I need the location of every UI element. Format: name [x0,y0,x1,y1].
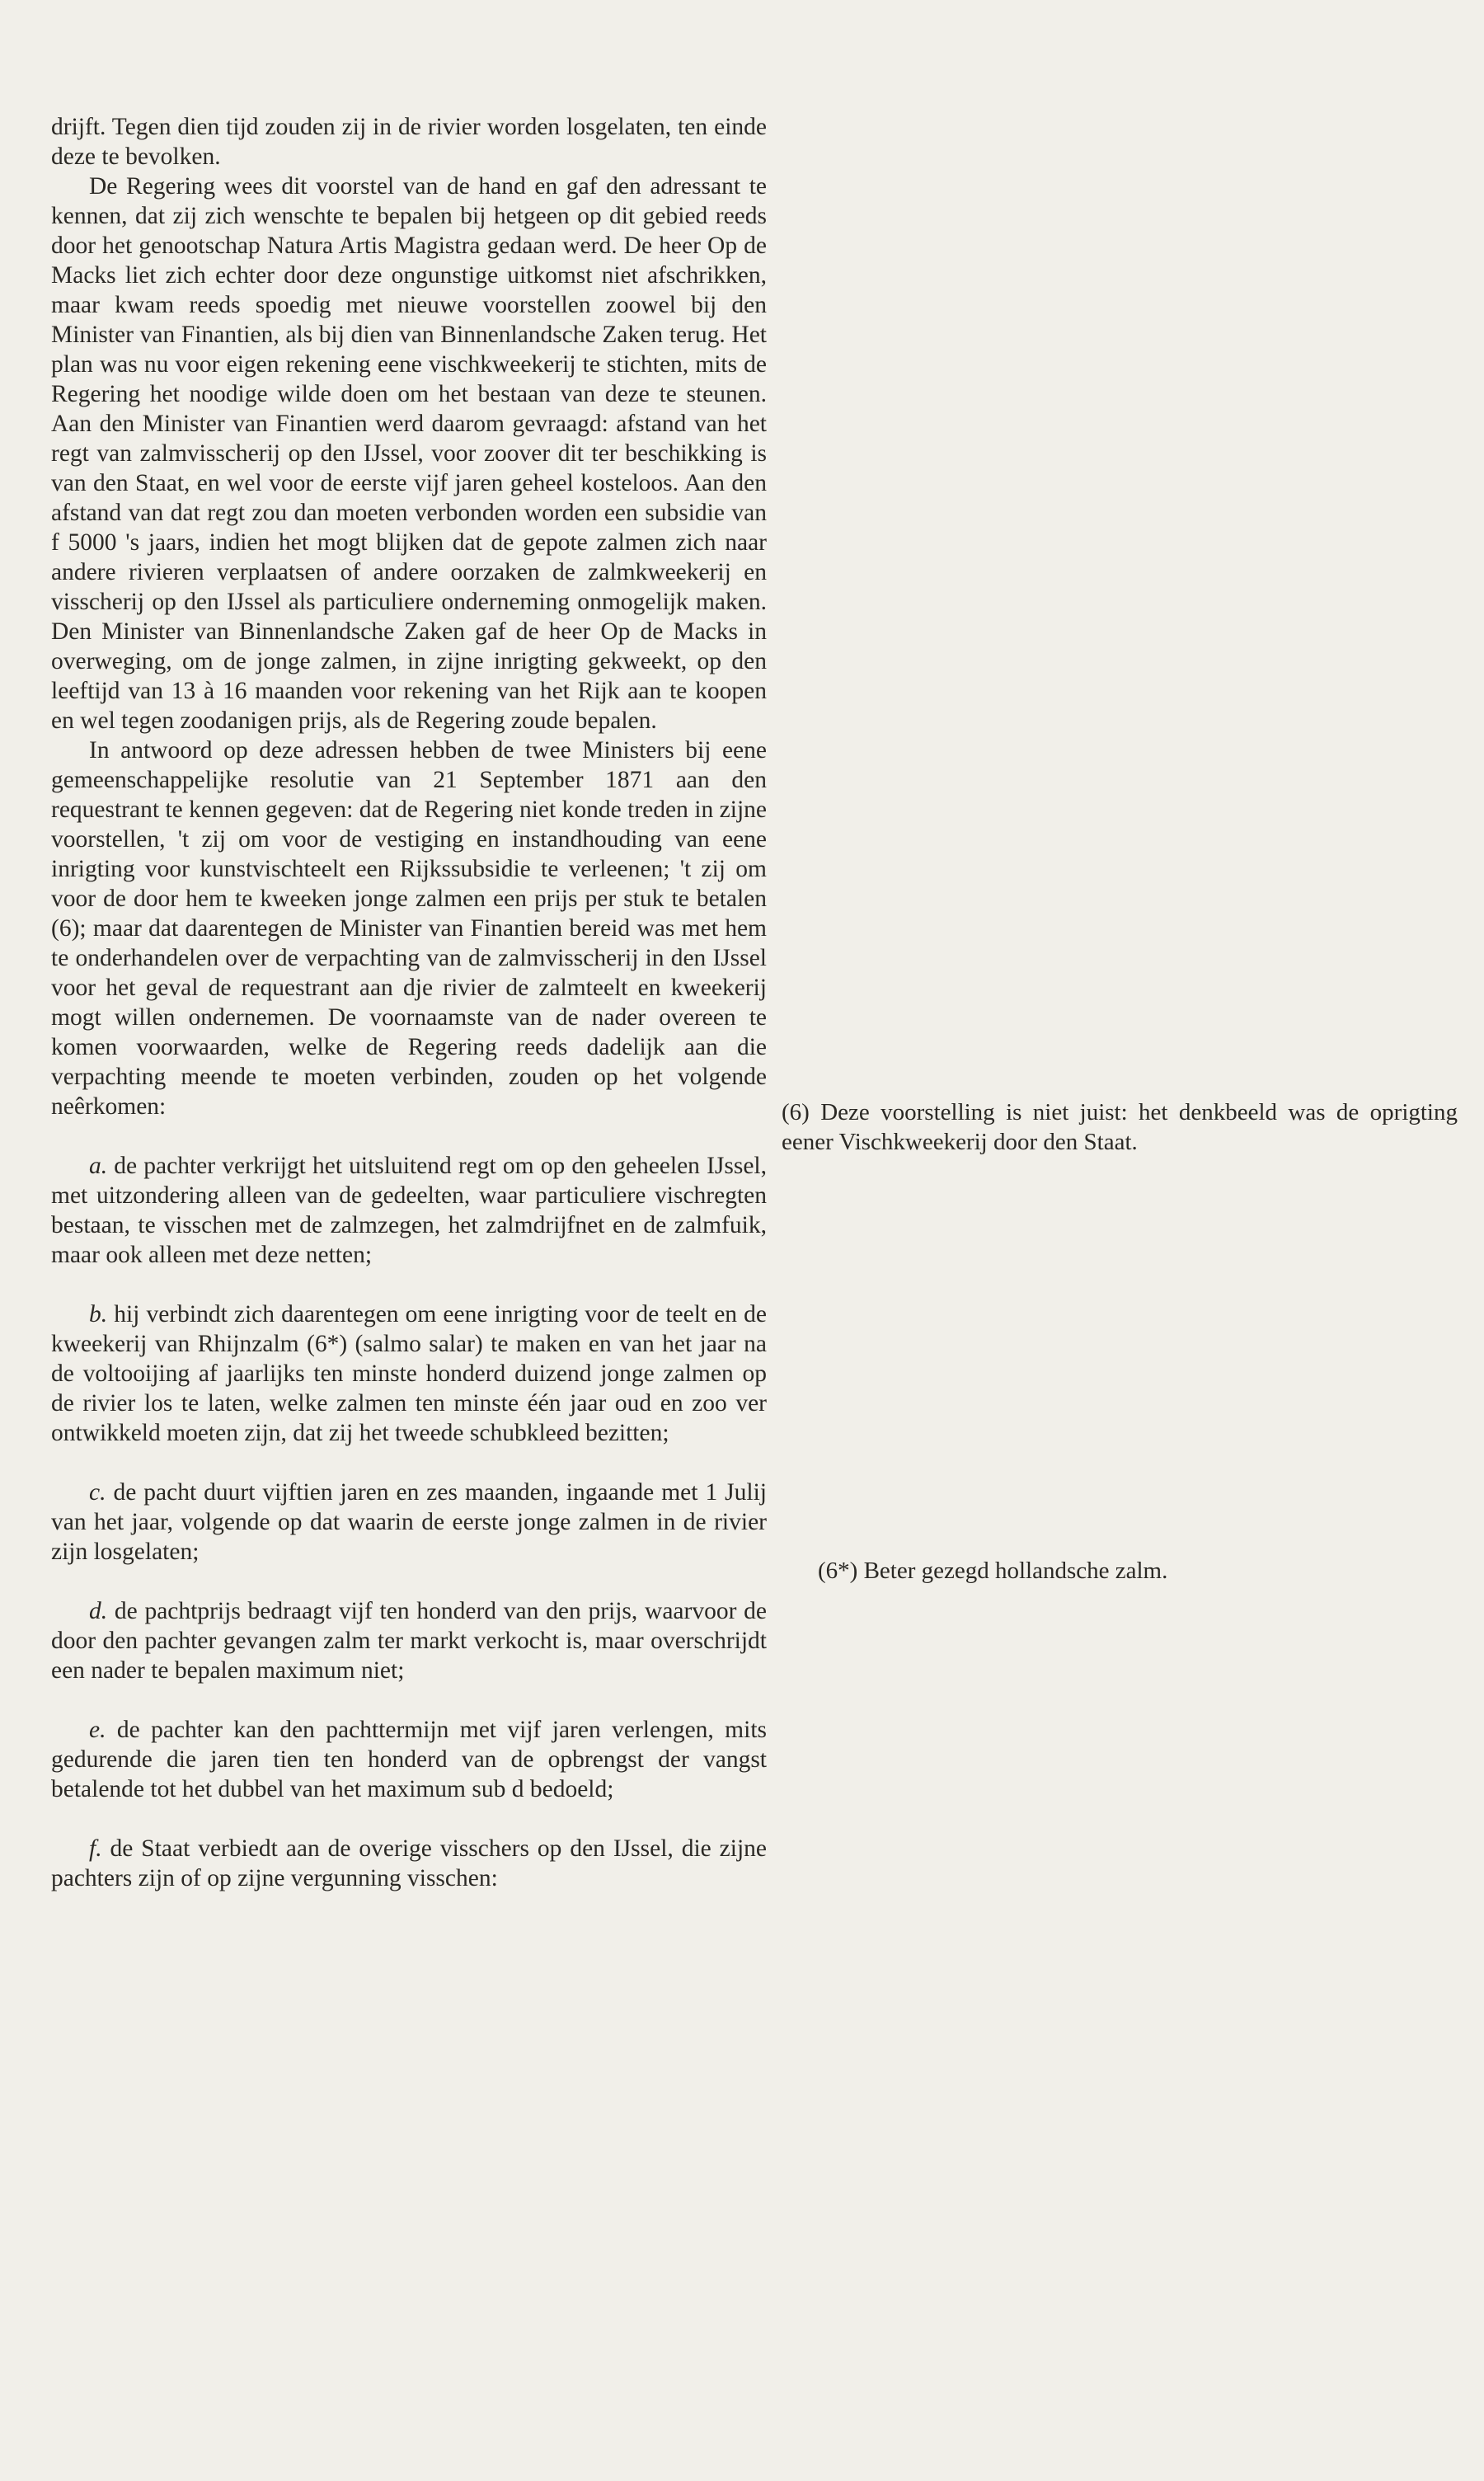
paragraph: De Regering wees dit voorstel van de hand en gaf den adressant te kennen, dat zij zich wenschte te bepalen bij hetgeen op dit gebied reeds door het genootschap Natura Artis Magistra gedaan werd. De heer Op de Macks liet zich echter door deze ongunstige uitkomst niet afschrikken, maar kwam reeds spoedig met nieuwe voorstellen zoowel bij den Minister van Finantien, als bij dien van Binnenlandsche Zaken terug. Het plan was nu voor eigen rekening eene vischkweekerij te stichten, mits de Regering het noodige wilde doen om het bestaan van deze te steunen. Aan den Minister van Finantien werd daarom gevraagd: afstand van het regt van zalmvisscherij op den IJssel, voor zoover dit ter beschikking is van den Staat, en wel voor de eerste vijf jaren geheel kosteloos. Aan den afstand van dat regt zou dan moeten verbonden worden een subsidie van f 5000 's jaars, indien het mogt blijken dat de gepote zalmen zich naar andere rivieren verplaatsen of andere oorzaken de zalmkweekerij en visscherij op den IJssel als particuliere onderneming onmogelijk maken. Den Minister van Binnenlandsche Zaken gaf de heer Op de Macks in overweging, om de jonge zalmen, in zijne inrigting gekweekt, op den leeftijd van 13 à 16 maanden voor rekening van het Rijk aan te koopen en wel tegen zoodanigen prijs, als de Regering zoude bepalen. [51,173,767,734]
paragraph: drijft. Tegen dien tijd zouden zij in de rivier worden losgelaten, ten einde deze te bevolken. [51,114,767,170]
item-text: de Staat verbiedt aan de overige visschers op den IJssel, die zijne pachters zijn of op zijne vergunning visschen: [51,1835,767,1891]
list-item [51,1596,767,1685]
item-text: de pachter verkrijgt het uitsluitend regt om op den geheelen IJssel, met uitzondering alleen van de gedeelten, waar particuliere vischregten bestaan, te visschen met de zalmzegen, het zalmdrijfnet en de zalmfuik, maar ook alleen met deze netten; [51,1153,768,1268]
footnote-6: (6) Deze voorstelling is niet juist: het denkbeeld was de oprigting eener Vischkweekerij door den Staat. [782,1099,1458,1155]
item-letter: d. [89,1598,108,1624]
item-letter: b. [89,1301,108,1327]
main-text-column [51,112,767,1893]
list-item [51,1299,767,1448]
item-text: hij verbindt zich daarentegen om eene inrigting voor de teelt en de kweekerij van Rhijnzalm (6*) (salmo salar) te maken en van het jaar na de voltooijing af jaarlijks ten minste honderd duizend jonge zalmen op de rivier los te laten, welke zalmen ten minste één jaar oud en zoo ver ontwikkeld moeten zijn, dat zij het tweede schubkleed bezitten; [51,1301,767,1446]
item-letter: a. [89,1153,108,1179]
list-item [51,1715,767,1804]
paragraph: In antwoord op deze adressen hebben de twee Ministers bij eene gemeenschappelijke resolutie van 21 September 1871 aan den requestrant te kennen gegeven: dat de Regering niet konde treden in zijne voorstellen, 't zij om voor de vestiging en instandhouding van eene inrigting voor kunstvischteelt een Rijkssubsidie te verleenen; 't zij om voor de door hem te kweeken jonge zalmen een prijs per stuk te betalen (6); maar dat daarentegen de Minister van Finantien bereid was met hem te onderhandelen over de verpachting van de zalmvisscherij in den IJssel voor het geval de requestrant aan dje rivier de zalmteelt en kweekerij mogt willen ondernemen. De voornaamste van de nader overeen te komen voorwaarden, welke de Regering reeds dadelijk aan die verpachting meende te moeten verbinden, zouden op het volgende neêrkomen: [51,737,767,1120]
list-item [51,1151,767,1270]
footnote-6-star: (6*) Beter gezegd hollandsche zalm. [818,1558,1168,1584]
list-item [51,1834,767,1893]
item-letter: e. [89,1717,106,1743]
item-text: de pacht duurt vijftien jaren en zes maanden, ingaande met 1 Julij van het jaar, volgende op dat waarin de eerste jonge zalmen in de rivier zijn losgelaten; [51,1479,767,1565]
list-item [51,1478,767,1567]
item-text: de pachtprijs bedraagt vijf ten honderd van den prijs, waarvoor de door den pachter gevangen zalm ter markt verkocht is, maar overschrijdt een nader te bepalen maximum niet; [51,1598,767,1684]
item-letter: c. [89,1479,106,1506]
item-text: de pachter kan den pachttermijn met vijf jaren verlengen, mits gedurende die jaren tien ten honderd van de opbrengst der vangst betalende tot het dubbel van het maximum sub d bedoeld; [51,1717,767,1802]
item-letter: f. [89,1835,102,1862]
